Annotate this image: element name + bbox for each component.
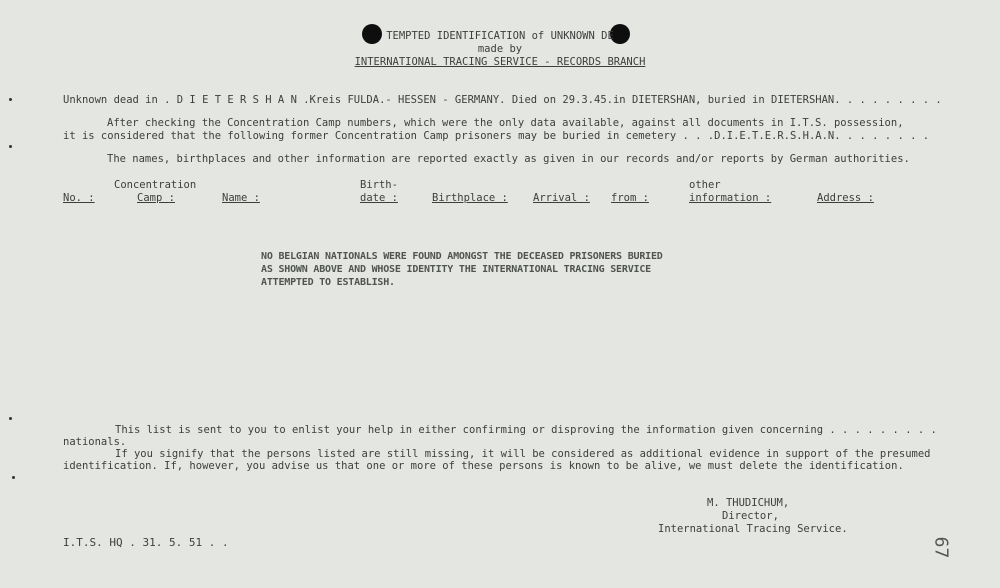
column-arrival: Arrival : — [533, 192, 590, 204]
after-checking-line-2: it is considered that the following former Concentration Camp prisoners may be buried in cemetery . . .D.I.E.T.E.R.S.H.A.N. . . . . . . . — [63, 130, 930, 142]
names-line: The names, birthplaces and other information are reported exactly as given in our records and/or reports by German authorities. — [107, 153, 910, 165]
column-other-bottom: information : — [689, 192, 772, 204]
branch-line: INTERNATIONAL TRACING SERVICE - RECORDS BRANCH — [354, 56, 646, 68]
column-camp-top: Concentration — [114, 179, 197, 191]
signatory-organization: International Tracing Service. — [658, 523, 848, 535]
signatory-name: M. THUDICHUM, — [707, 497, 790, 509]
margin-dot — [9, 145, 12, 148]
signify-line-1: If you signify that the persons listed are still missing, it will be considered as additional evidence in support of the presumed — [115, 448, 931, 460]
column-address: Address : — [817, 192, 874, 204]
unknown-dead-line: Unknown dead in . D I E T E R S H A N .Kreis FULDA.- HESSEN - GERMANY. Died on 29.3.45.in DIETERSHAN, buried in DIETERSHAN. . . . . . . . . — [63, 94, 942, 106]
column-from: from : — [611, 192, 649, 204]
made-by-line: made by — [477, 43, 523, 55]
column-birth-top: Birth- — [360, 179, 398, 191]
column-birthplace: Birthplace : — [432, 192, 508, 204]
note-line-3: ATTEMPTED TO ESTABLISH. — [261, 277, 395, 288]
margin-dot — [9, 98, 12, 101]
column-birth-bottom: date : — [360, 192, 398, 204]
page-number: 67 — [930, 536, 952, 559]
column-other-top: other — [689, 179, 721, 191]
signify-line-2: identification. If, however, you advise us that one or more of these persons is known to be alive, we must delete the identification. — [63, 460, 904, 472]
document-title: TEMPTED IDENTIFICATION of UNKNOWN DE — [386, 30, 614, 42]
column-no: No. : — [63, 192, 95, 204]
column-camp-bottom: Camp : — [137, 192, 175, 204]
reference-line: I.T.S. HQ . 31. 5. 51 . . — [63, 536, 229, 549]
note-line-1: NO BELGIAN NATIONALS WERE FOUND AMONGST THE DECEASED PRISONERS BURIED — [261, 251, 663, 262]
list-sent-line-2: nationals. — [63, 436, 127, 448]
column-name: Name : — [222, 192, 260, 204]
margin-dot — [12, 476, 15, 479]
note-line-2: AS SHOWN ABOVE AND WHOSE IDENTITY THE INTERNATIONAL TRACING SERVICE — [261, 264, 651, 275]
signatory-title: Director, — [722, 510, 779, 522]
list-sent-line-1: This list is sent to you to enlist your help in either confirming or disproving the information given concerning . . . . . . . . . — [115, 424, 937, 436]
margin-dot — [9, 417, 12, 420]
after-checking-line-1: After checking the Concentration Camp numbers, which were the only data available, against all documents in I.T.S. possession, — [107, 117, 904, 129]
